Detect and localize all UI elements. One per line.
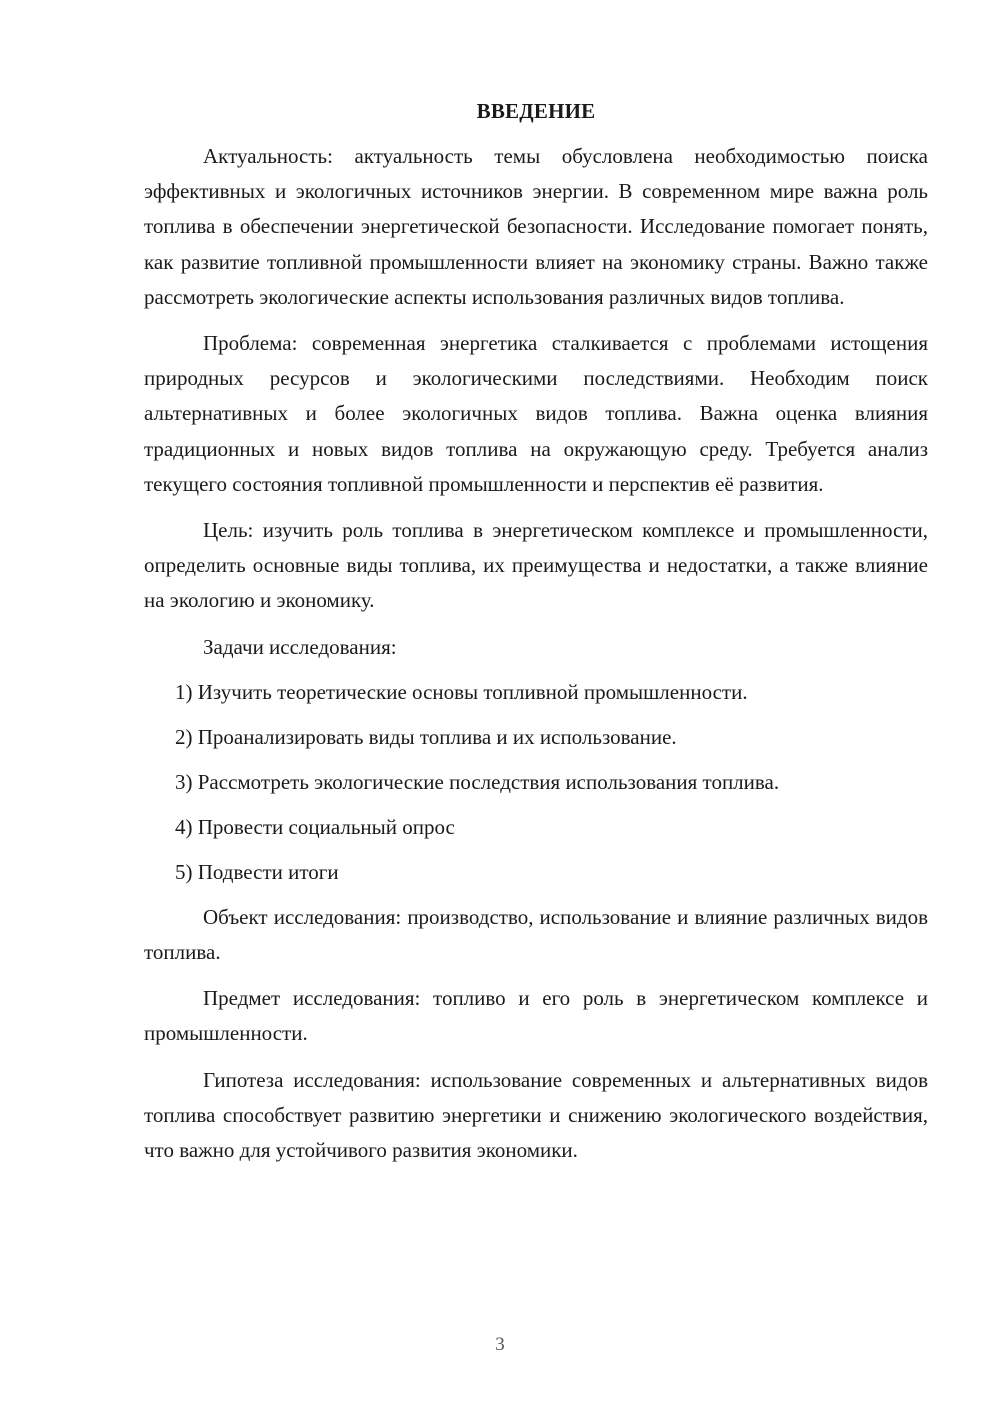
list-item: 5) Подвести итоги	[175, 859, 339, 884]
paragraph-subject: Предмет исследования: топливо и его роль в энергетическом комплексе и промышленности.	[144, 986, 928, 1046]
list-item: 2) Проанализировать виды топлива и их использование.	[175, 724, 677, 749]
paragraph-goal: Цель: изучить роль топлива в энергетическом комплексе и промышленности, определить основные виды топлива, их преимущества и недостатки, а также влияние на экологию и экономику.	[144, 518, 928, 613]
paragraph-problem: Проблема: современная энергетика сталкивается с проблемами истощения природных ресурсов и экологическими последствиями. Необходим поиск альтернативных и более экологичных видов топлива. Важна оценка влияния традиционных и новых видов топлива на окружающую среду. Требуется анализ текущего состояния топливной промышленности и перспектив её развития.	[144, 331, 928, 496]
list-item: 4) Провести социальный опрос	[175, 814, 455, 839]
list-item: 1) Изучить теоретические основы топливной промышленности.	[175, 679, 748, 704]
document-page	[144, 96, 928, 1179]
paragraph-object: Объект исследования: производство, использование и влияние различных видов топлива.	[144, 904, 928, 965]
paragraph-relevance: Актуальность: актуальность темы обусловлена необходимостью поиска эффективных и экологичных источников энергии. В современном мире важна роль топлива в обеспечении энергетической безопасности. Исследование помогает понять, как развитие топливной промышленности влияет на экономику страны. Важно также рассмотреть экологические аспекты использования различных видов топлива.	[144, 144, 928, 309]
list-item: 3) Рассмотреть экологические последствия использования топлива.	[175, 769, 780, 794]
tasks-list	[144, 675, 928, 890]
paragraph-hypothesis: Гипотеза исследования: использование современных и альтернативных видов топлива способствует развитию энергетики и снижению экологического воздействия, что важно для устойчивого развития экономики.	[144, 1067, 928, 1163]
page-number: 3	[495, 1334, 505, 1355]
tasks-heading: Задачи исследования:	[203, 634, 397, 659]
section-title: ВВЕДЕНИЕ	[476, 99, 596, 123]
